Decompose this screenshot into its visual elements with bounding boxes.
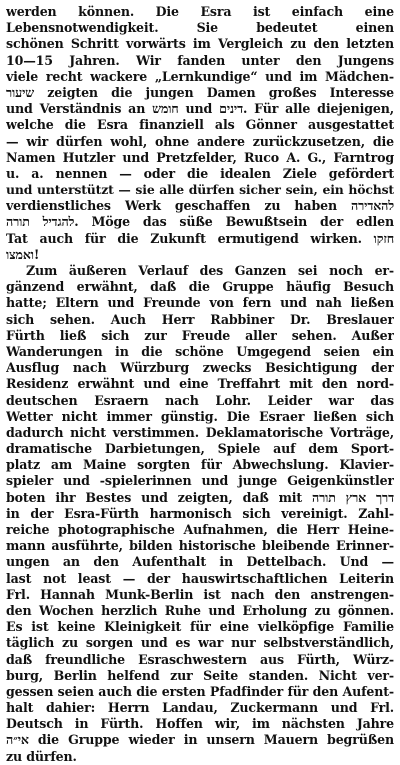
- text-line: Lebensnotwendigkeit. Sie bedeutet einen: [6, 20, 394, 36]
- text-line: Wetter nicht immer günstig. Die Esraer ließen sich: [6, 408, 394, 424]
- text-line: Frl. Hannah Munk-Berlin ist nach den anstrengen-: [6, 586, 394, 602]
- text-line: daß freundliche Esraschwestern aus Fürth, Würz-: [6, 651, 394, 667]
- text-line: verdienstliches Werk geschaffen zu haben להאדירה: [6, 198, 394, 214]
- text-line: 10—15 Jahren. Wir fanden unter den Jungens: [6, 52, 394, 68]
- text-line: platz am Maine sorgten für Abwechslung. Klavier-: [6, 457, 394, 473]
- text-line: in der Esra-Fürth harmonisch sich vereinigt. Zahl-: [6, 505, 394, 521]
- text-line: mann ausführte, bilden historische bleibende Erinner-: [6, 538, 394, 554]
- text-line: dadurch nicht verstimmen. Deklamatorische Vorträge,: [6, 424, 394, 440]
- text-line: viele recht wackere „Lernkundige“ und im Mädchen-: [6, 68, 394, 84]
- text-line: welche die Esra finanziell als Gönner ausgestattet: [6, 117, 394, 133]
- text-line: Deutsch in Fürth. Hoffen wir, im nächsten Jahre: [6, 716, 394, 732]
- text-line: אי״ה die Gruppe wieder in unsern Mauern begrüßen: [6, 732, 394, 748]
- text-line: Es ist keine Kleinigkeit für eine vielköpfige Familie: [6, 619, 394, 635]
- text-line: Residenz erwähnt und eine Treffahrt mit den nord-: [6, 376, 394, 392]
- text-line: werden können. Die Esra ist einfach eine: [6, 4, 394, 19]
- text-line: Fürth ließ sich zur Freude aller sehen. Außer: [6, 327, 394, 343]
- text-line: Namen Hutzler und Pretzfelder, Ruco A. G., Farntrog: [6, 149, 394, 165]
- text-line: halt dahier: Herrn Landau, Zuckermann und Frl.: [6, 700, 394, 716]
- text-line: deutschen Esraern nach Lohr. Leider war das: [6, 392, 394, 408]
- text-line: Tat auch für die Zukunft ermutigend wirken. חזקו: [6, 230, 394, 246]
- text-line: den Wochen herzlich Ruhe und Erholung zu gönnen.: [6, 602, 394, 618]
- text-line: להגדיל תורה. Möge das süße Bewußtsein der edlen: [6, 214, 394, 230]
- text-line: — wir dürfen wohl, ohne andere zurückzusetzen, die: [6, 133, 394, 149]
- text-line: gessen seien auch die ersten Pfadfinder für den Aufent-: [6, 683, 394, 699]
- text-line: שיעור zeigten die jungen Damen großes Interesse: [6, 84, 394, 100]
- text-line: täglich zu sorgen und es war nur selbstverständlich,: [6, 635, 394, 651]
- text-line: und unterstützt — sie alle dürfen sicher sein, ein höchst: [6, 182, 394, 198]
- paragraph-1: [6, 4, 394, 263]
- text-line: reiche photographische Aufnahmen, die Herr Heine-: [6, 522, 394, 537]
- text-line: ואמצו!: [6, 246, 40, 262]
- text-line: gänzend erwähnt, daß die Gruppe häufig Besuch: [6, 279, 394, 295]
- text-line: hatte; Eltern und Freunde von fern und nah ließen: [6, 295, 394, 311]
- text-line: schönen Schritt vorwärts im Vergleich zu den letzten: [6, 36, 394, 52]
- text-line: Wanderungen in die schöne Umgegend seien ein: [6, 343, 394, 359]
- text-line: boten ihr Bestes und zeigten, daß mit דרך ארץ תורה: [6, 489, 394, 505]
- text-line: last not least — der hauswirtschaftlichen Leiterin: [6, 570, 394, 586]
- text-line: Ausflug nach Würzburg zwecks Besichtigung der: [6, 360, 394, 376]
- text-line: ungen an den Aufenthalt in Dettelbach. Und —: [6, 554, 394, 570]
- text-line: u. a. nennen — oder die idealen Ziele gefördert: [6, 165, 394, 181]
- text-line: und Verständnis an חומש und דינים. Für alle diejenigen,: [6, 101, 394, 117]
- text-line: sich sehen. Auch Herr Rabbiner Dr. Breslauer: [6, 311, 394, 327]
- text-line: burg, Berlin helfend zur Seite standen. Nicht ver-: [6, 667, 394, 683]
- text-line: dramatische Darbietungen, Spiele auf dem Sport-: [6, 441, 394, 457]
- text-line: zu dürfen.: [6, 748, 77, 764]
- paragraph-2: [6, 263, 394, 765]
- text-line: Zum äußeren Verlauf des Ganzen sei noch er-: [26, 263, 394, 278]
- text-line: spieler und -spielerinnen und junge Geigenkünstler: [6, 473, 394, 489]
